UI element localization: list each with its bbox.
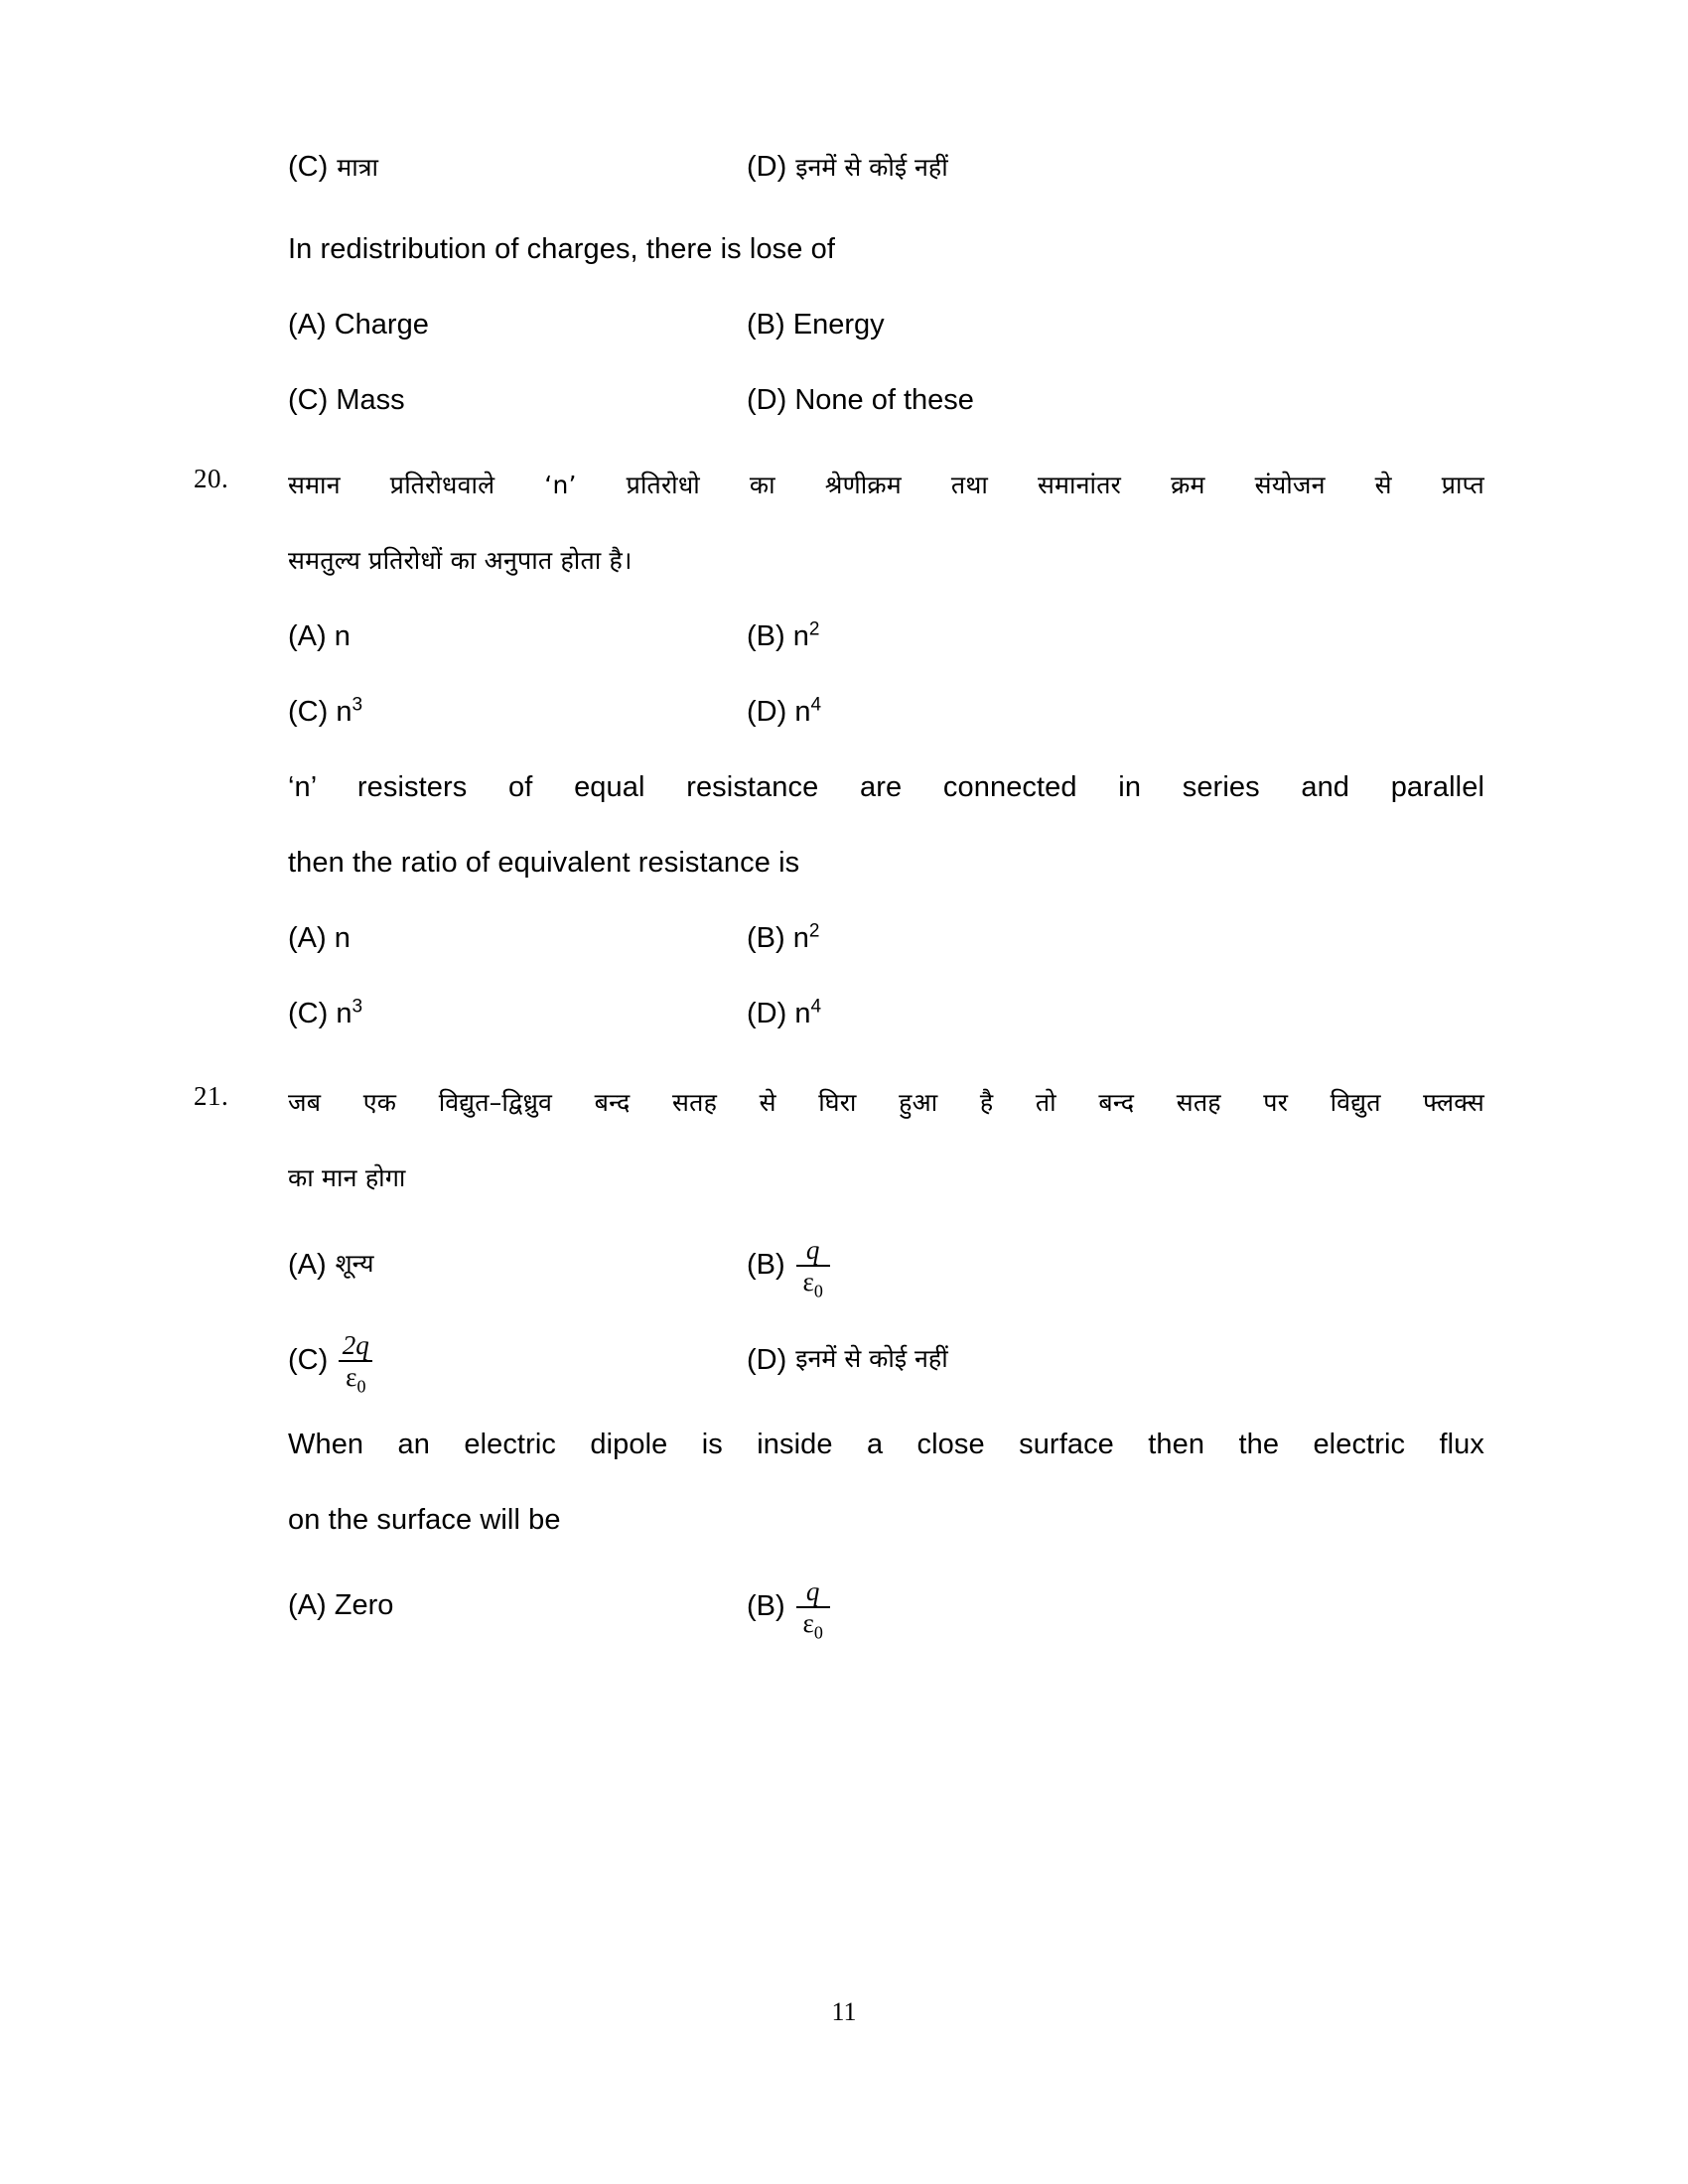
q21-option-b-label: (B): [747, 1248, 785, 1281]
q21-option-d-text: इनमें से कोई नहीं: [795, 1344, 948, 1373]
fraction-denominator: $\varepsilon_0$: [802, 1267, 823, 1301]
question-20-english-line-1: ‘n’ resisters of equal resistance are connected in series and parallel: [288, 771, 1484, 803]
option-d-hindi[interactable]: [747, 129, 1484, 205]
q21-en-option-b[interactable]: [747, 1558, 1484, 1653]
option-a-english-q19[interactable]: [288, 287, 747, 362]
q21-english-options-ab: [288, 1558, 1484, 1653]
q21-option-b[interactable]: [747, 1216, 1484, 1311]
q20-hindi-options-ab: [288, 599, 1484, 674]
q20-en-option-b[interactable]: (B) $n^2$: [747, 920, 820, 954]
q20-en-option-a[interactable]: (A) n: [288, 922, 351, 954]
option-d-english-q19[interactable]: [747, 362, 1484, 438]
option-c-hindi[interactable]: [288, 129, 747, 205]
q20-option-a[interactable]: (A) n: [288, 620, 351, 652]
q21-hindi-options-cd: [288, 1311, 1484, 1407]
power-3: 3: [352, 996, 363, 1018]
option-a-label-text: (A) Charge: [288, 309, 429, 341]
question-21-hindi-line-1: जब एक विद्युत–द्विध्रुव बन्द सतह से घिरा हुआ है तो बन्द सतह पर विद्युत फ्लक्स: [288, 1088, 1484, 1117]
q21-option-d[interactable]: [747, 1311, 1484, 1407]
q21-en-option-a[interactable]: [288, 1558, 747, 1653]
question-19-english-stem: In redistribution of charges, there is lose of: [288, 233, 836, 265]
option-b-english-q19[interactable]: [747, 287, 1484, 362]
fraction-numerator: q: [805, 1234, 820, 1265]
question-21-english-line-1: When an electric dipole is inside a close surface then the electric flux: [288, 1429, 1484, 1460]
question-20-hindi-line-2: समतुल्य प्रतिरोधों का अनुपात होता है।: [288, 546, 633, 575]
option-c-label: (C): [288, 151, 329, 183]
fraction-numerator: q: [805, 1575, 820, 1606]
fraction-2q-over-epsilon0: [339, 1329, 372, 1397]
q20-option-c[interactable]: (C) $n^3$: [288, 694, 363, 728]
question-20-english-line-2: then the ratio of equivalent resistance is: [288, 847, 800, 879]
fraction-denominator: $\varepsilon_0$: [346, 1362, 366, 1397]
question-21-hindi-line-2: का मान होगा: [288, 1163, 406, 1192]
option-c-english-q19[interactable]: [288, 362, 747, 438]
page-content: [194, 129, 1484, 1653]
option-c-label-text: (C) Mass: [288, 384, 405, 416]
power-3: 3: [352, 694, 363, 716]
question-19-english-block: [194, 211, 1484, 438]
question-21-number: 21.: [194, 1081, 229, 1111]
power-4: 4: [810, 694, 822, 716]
option-d-text: इनमें से कोई नहीं: [795, 153, 948, 182]
q20-option-b[interactable]: (B) $n^2$: [747, 618, 820, 652]
question-20-block: [194, 448, 1484, 1051]
q20-en-option-d[interactable]: (D) $n^4$: [747, 996, 822, 1029]
question-21-block: [194, 1065, 1484, 1653]
option-d-label-text: (D) None of these: [747, 384, 974, 416]
option-b-label-text: (B) Energy: [747, 309, 885, 341]
q21-option-a[interactable]: [288, 1216, 747, 1311]
q21-en-option-a-text: (A) Zero: [288, 1589, 394, 1621]
fraction-numerator: 2q: [342, 1329, 369, 1360]
q20-english-options-ab: [288, 900, 1484, 976]
option-d-label: (D): [747, 151, 787, 183]
options-row-english-ab-q19: [288, 287, 1484, 362]
options-row-english-cd-q19: [288, 362, 1484, 438]
carryover-options-row: [194, 129, 1484, 205]
q21-option-c-label: (C): [288, 1343, 329, 1376]
q20-english-options-cd: [288, 976, 1484, 1051]
q21-option-a-label: (A): [288, 1248, 327, 1281]
q20-option-d[interactable]: (D) $n^4$: [747, 694, 822, 728]
q21-en-option-b-label: (B): [747, 1589, 785, 1622]
options-row-hindi-carryover: [288, 129, 1484, 205]
q21-option-a-text: शून्य: [335, 1249, 374, 1278]
power-2: 2: [808, 618, 820, 640]
option-c-text: मात्रा: [337, 153, 378, 182]
question-21-english-line-2: on the surface will be: [288, 1504, 561, 1536]
fraction-q-over-epsilon0: [796, 1575, 830, 1643]
fraction-denominator: $\varepsilon_0$: [802, 1608, 823, 1643]
power-2: 2: [808, 920, 820, 942]
question-20-hindi-line-1: समान प्रतिरोधवाले ‘n’ प्रतिरोधो का श्रेणीक्रम तथा समानांतर क्रम संयोजन से प्राप्त: [288, 471, 1484, 499]
q20-en-option-c[interactable]: (C) $n^3$: [288, 996, 363, 1029]
q21-option-d-label: (D): [747, 1343, 787, 1376]
fraction-q-over-epsilon0: [796, 1234, 830, 1301]
q21-hindi-options-ab: [288, 1216, 1484, 1311]
question-20-number: 20.: [194, 464, 229, 493]
q21-option-c[interactable]: [288, 1311, 747, 1407]
page-number: 11: [831, 1997, 857, 2026]
power-4: 4: [810, 996, 822, 1018]
q20-hindi-options-cd: [288, 674, 1484, 750]
